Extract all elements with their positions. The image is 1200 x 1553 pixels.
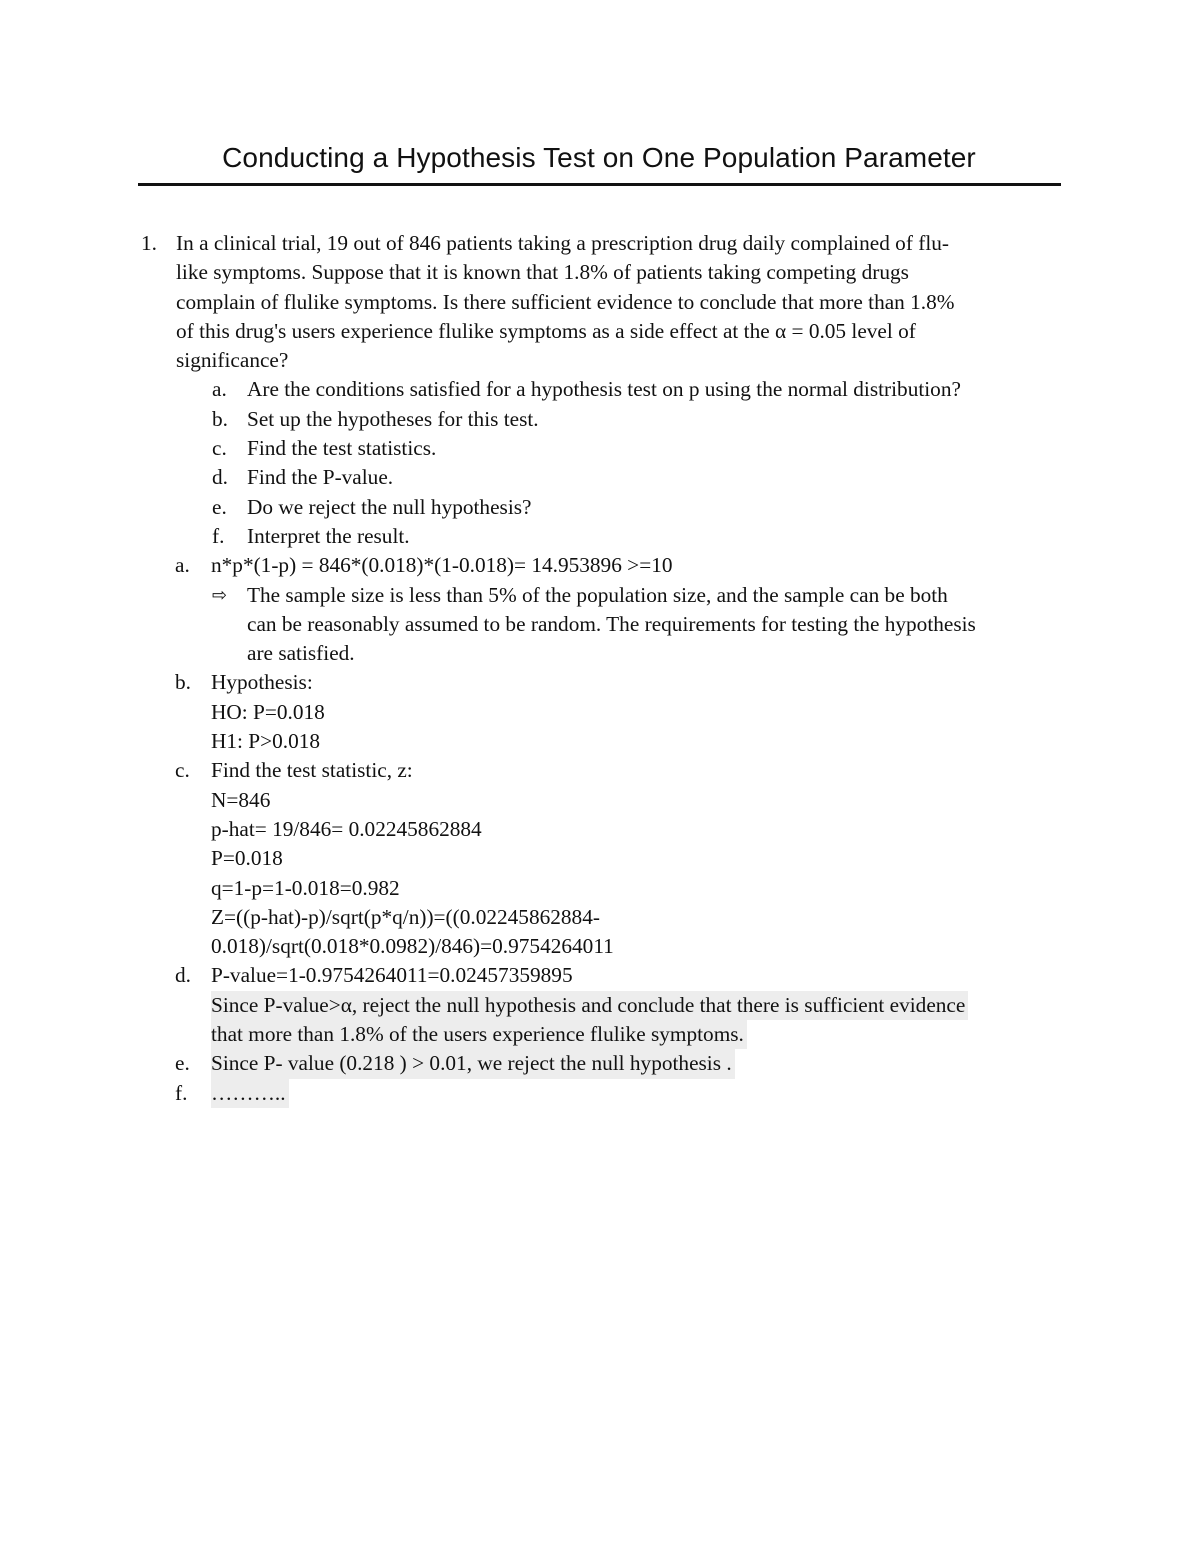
answer-letter: b. [175,670,191,695]
answer-d [0,1020,1200,1049]
arrow-right-icon: ⇨ [212,584,228,606]
part-text: Find the P-value. [247,465,394,490]
answer-text: Hypothesis: [211,670,313,695]
answer-letter: c. [175,758,190,783]
answer-text: are satisfied. [247,641,355,666]
question-line [0,258,1200,287]
answer-b [0,698,1200,727]
question-text: like symptoms. Suppose that it is known that 1.8% of patients taking competing drugs [176,260,909,285]
part-text: Are the conditions satisfied for a hypothesis test on p using the normal distribution? [247,377,961,402]
answer-c [0,932,1200,961]
answer-d [0,961,1200,990]
document-body [0,229,1200,1108]
answer-letter: a. [175,553,190,578]
answer-c [0,844,1200,873]
page-title: Conducting a Hypothesis Test on One Population Parameter [222,142,976,173]
part-letter: f. [212,523,225,548]
question-line [0,229,1200,258]
answer-a [0,551,1200,580]
part-letter: a. [212,377,227,402]
answer-c [0,786,1200,815]
highlighted-text: ……….. [211,1079,289,1108]
answer-text: The sample size is less than 5% of the population size, and the sample can be both [247,582,948,607]
part-letter: d. [212,465,228,490]
answer-letter: d. [175,963,191,988]
answer-text: 0.018)/sqrt(0.018*0.0982)/846)=0.9754264011 [211,934,614,959]
question-number: 1. [141,231,157,255]
question-text: significance? [176,348,289,373]
part-text: Find the test statistics. [247,436,437,461]
question-line [0,346,1200,375]
question-line [0,288,1200,317]
answer-b [0,727,1200,756]
question-part [0,434,1200,463]
answer-e [0,1049,1200,1078]
answer-f [0,1079,1200,1108]
part-text: Set up the hypotheses for this test. [247,406,539,431]
highlighted-text: Since P-value>α, reject the null hypothesis and conclude that there is sufficient evidence [211,991,968,1020]
answer-a-note [0,610,1200,639]
question-text: of this drug's users experience flulike symptoms as a side effect at the α = 0.05 level of [176,318,916,343]
question-text: In a clinical trial, 19 out of 846 patients taking a prescription drug daily complained of flu- [176,231,949,255]
question-part [0,522,1200,551]
part-letter: c. [212,436,227,461]
answer-c [0,874,1200,903]
answer-letter: e. [175,1051,190,1076]
answer-a-note [0,639,1200,668]
answer-d [0,991,1200,1020]
title-underline [138,183,1061,186]
answer-text: N=846 [211,787,271,812]
answer-text: q=1-p=1-0.018=0.982 [211,875,400,900]
question-part [0,405,1200,434]
part-text: Do we reject the null hypothesis? [247,494,532,519]
question-part [0,493,1200,522]
question-text: complain of flulike symptoms. Is there sufficient evidence to conclude that more than 1.8% [176,289,955,314]
answer-c [0,903,1200,932]
null-hypothesis: HO: P=0.018 [211,699,325,724]
highlighted-text: Since P- value (0.218 ) > 0.01, we reject the null hypothesis . [211,1049,735,1078]
question-part [0,463,1200,492]
answer-text: n*p*(1-p) = 846*(0.018)*(1-0.018)= 14.953896 >=10 [211,553,673,578]
question-part [0,375,1200,404]
answer-a-note [0,581,1200,610]
alt-hypothesis: H1: P>0.018 [211,729,321,754]
part-text: Interpret the result. [247,523,410,548]
answer-c [0,815,1200,844]
answer-text: Z=((p-hat)-p)/sqrt(p*q/n))=((0.02245862884- [211,904,600,929]
answer-text: P=0.018 [211,846,283,871]
answer-text: P-value=1-0.9754264011=0.02457359895 [211,963,573,988]
answer-c [0,756,1200,785]
answer-text: p-hat= 19/846= 0.02245862884 [211,816,482,841]
part-letter: b. [212,406,228,431]
answer-text: can be reasonably assumed to be random. The requirements for testing the hypothesis [247,611,976,636]
answer-letter: f. [175,1080,188,1105]
part-letter: e. [212,494,227,519]
highlighted-text: that more than 1.8% of the users experience flulike symptoms. [211,1020,747,1049]
answer-b [0,668,1200,697]
question-line [0,317,1200,346]
answer-text: Find the test statistic, z: [211,758,413,783]
